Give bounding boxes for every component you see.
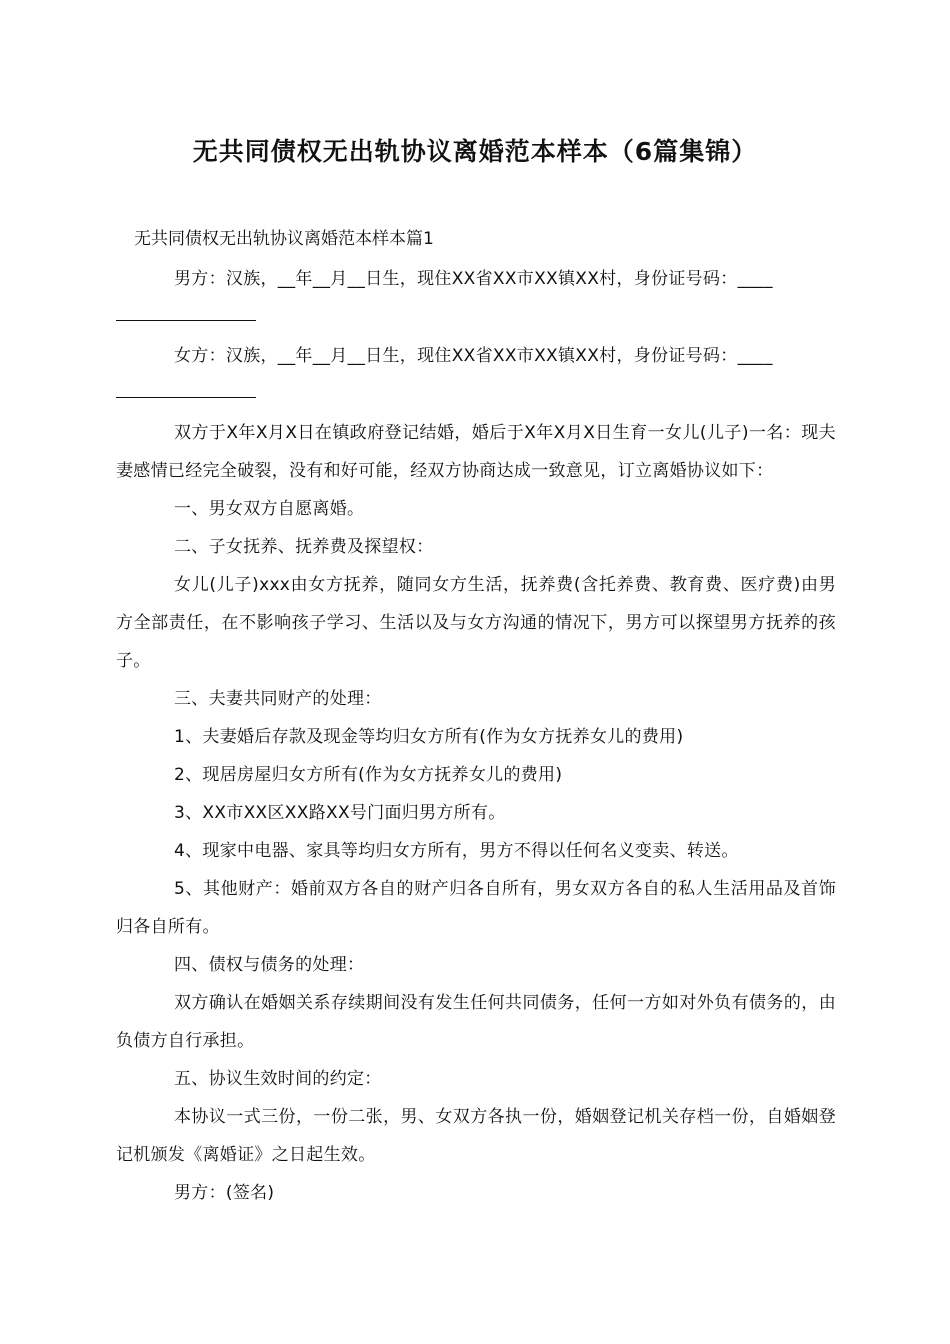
clause-3-item-3: 3、XX市XX区XX路XX号门面归男方所有。: [174, 803, 506, 823]
clause-2-heading: 二、子女抚养、抚养费及探望权：: [174, 537, 434, 557]
document-title: 无共同债权无出轨协议离婚范本样本（6篇集锦）: [192, 137, 758, 166]
female-party-line: 女方：汉族，__年__月__日生，现住XX省XX市XX镇XX村，身份证号码：____: [174, 346, 773, 366]
signature-line: 男方：(签名): [174, 1183, 275, 1203]
clause-3-item-4: 4、现家中电器、家具等均归女方所有，男方不得以任何名义变卖、转送。: [174, 841, 739, 861]
clause-1-heading: 一、男女双方自愿离婚。: [174, 499, 365, 519]
clause-3-item-2: 2、现居房屋归女方所有(作为女方抚养女儿的费用): [174, 765, 563, 785]
intro-paragraph: 双方于X年X月X日在镇政府登记结婚，婚后于X年X月X日生育一女儿(儿子)一名：现夫妻感情已经完全破裂，没有和好可能，经双方协商达成一致意见，订立离婚协议如下：: [116, 423, 836, 481]
clause-3-item-5: 5、其他财产：婚前双方各自的财产归各自所有，男女双方各自的私人生活用品及首饰归各自所有。: [116, 879, 836, 937]
clause-3-heading: 三、夫妻共同财产的处理：: [174, 689, 382, 709]
male-id-blank: [116, 298, 256, 321]
clause-4-body: 双方确认在婚姻关系存续期间没有发生任何共同债务，任何一方如对外负有债务的，由负债方自行承担。: [116, 993, 836, 1051]
document-body: [116, 260, 836, 1212]
male-party-line: 男方：汉族，__年__月__日生，现住XX省XX市XX镇XX村，身份证号码：____: [174, 269, 773, 289]
clause-3-item-1: 1、夫妻婚后存款及现金等均归女方所有(作为女方抚养女儿的费用): [174, 727, 684, 747]
clause-5-heading: 五、协议生效时间的约定：: [174, 1069, 382, 1089]
clause-2-body: 女儿(儿子)xxx由女方抚养，随同女方生活，抚养费(含托养费、教育费、医疗费)由男方全部责任，在不影响孩子学习、生活以及与女方沟通的情况下，男方可以探望男方抚养的孩子。: [116, 575, 836, 671]
section-subtitle: 无共同债权无出轨协议离婚范本样本篇1: [134, 229, 434, 249]
female-id-blank: [116, 375, 256, 398]
clause-4-heading: 四、债权与债务的处理：: [174, 955, 365, 975]
clause-5-body: 本协议一式三份，一份二张，男、女双方各执一份，婚姻登记机关存档一份，自婚姻登记机颁发《离婚证》之日起生效。: [116, 1107, 836, 1165]
